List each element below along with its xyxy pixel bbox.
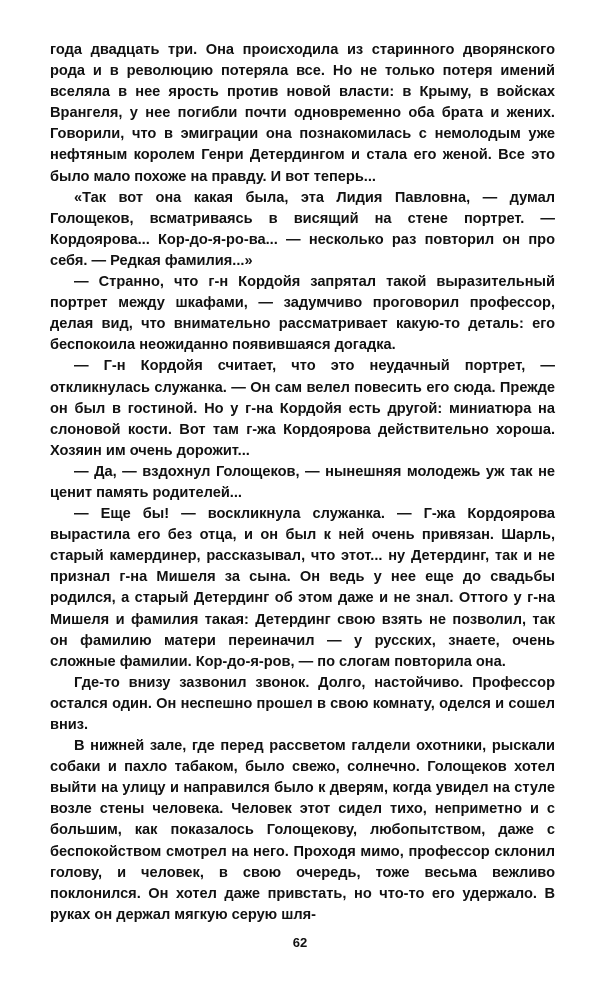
paragraph-8: В нижней зале, где перед рассветом галдели охотники, рыскали собаки и пахло табаком, было свежо, солнечно. Голощеков хотел выйти на улицу и направился было к дверям, когда увидел на стуле возле стены человека. Человек этот сидел тихо, неприметно и с большим, как показалось Голощекову, любопытством, даже с беспокойством смотрел на него. Проходя мимо, профессор склонил голову, и человек, в свою очередь, тоже весьма вежливо поклонился. Он хотел даже привстать, но что-то его удержало. В руках он держал мягкую серую шля- — [50, 738, 555, 923]
paragraph-6: — Еще бы! — воскликнула служанка. — Г-жа Кордоярова вырастила его без отца, и он был к ней очень привязан. Шарль, старый камердинер, рассказывал, что этот... ну Детердинг, так и не признал г-на Мишеля за сына. Он ведь у нее еще до свадьбы родился, а старый Детердинг об этом даже и не знал. Оттого у г-на Мишеля и фамилия такая: Детердинг свою взять не позволил, так он фамилию матери переиначил — у русских, знаете, очень сложные фамилии. Кор-до-я-ров, — по слогам повторила она. — [50, 506, 555, 670]
page-number: 62 — [292, 935, 308, 950]
page-text — [50, 40, 555, 926]
paragraph-7: Где-то внизу зазвонил звонок. Долго, настойчиво. Профессор остался один. Он неспешно прошел в свою комнату, оделся и сошел вниз. — [50, 674, 555, 733]
paragraph-2: «Так вот она какая была, эта Лидия Павловна, — думал Голощеков, всматриваясь в висящий на стене портрет. — Кордоярова... Кор-до-я-ро-ва... — несколько раз повторил он про себя. — Редкая фамилия...» — [50, 189, 555, 269]
paragraph-5: — Да, — вздохнул Голощеков, — нынешняя молодежь уж так не ценит память родителей... — [50, 463, 555, 501]
paragraph-4: — Г-н Кордойя считает, что это неудачный портрет, — откликнулась служанка. — Он сам велел повесить его сюда. Прежде он был в гостиной. Но у г-на Кордойя есть другой: миниатюра на слоновой кости. Вот там г-жа Кордоярова действительно хороша. Хозяин им очень дорожит... — [50, 358, 555, 459]
paragraph-3: — Странно, что г-н Кордойя запрятал такой выразительный портрет между шкафами, — задумчиво проговорил профессор, делая вид, что внимательно рассматривает какую-то деталь: его беспокоила неожиданно появившаяся догадка. — [50, 274, 555, 354]
paragraph-1: года двадцать три. Она происходила из старинного дворянского рода и в революцию потеряла все. Но не только потеря имений вселяла в нее ярость против новой власти: в Крыму, в войсках Врангеля, у нее погибли почти одновременно оба брата и жених. Говорили, что в эмиграции она познакомилась с немолодым уже нефтяным королем Генри Детердингом и стала его женой. Все это было мало похоже на правду. И вот теперь... — [50, 42, 555, 185]
